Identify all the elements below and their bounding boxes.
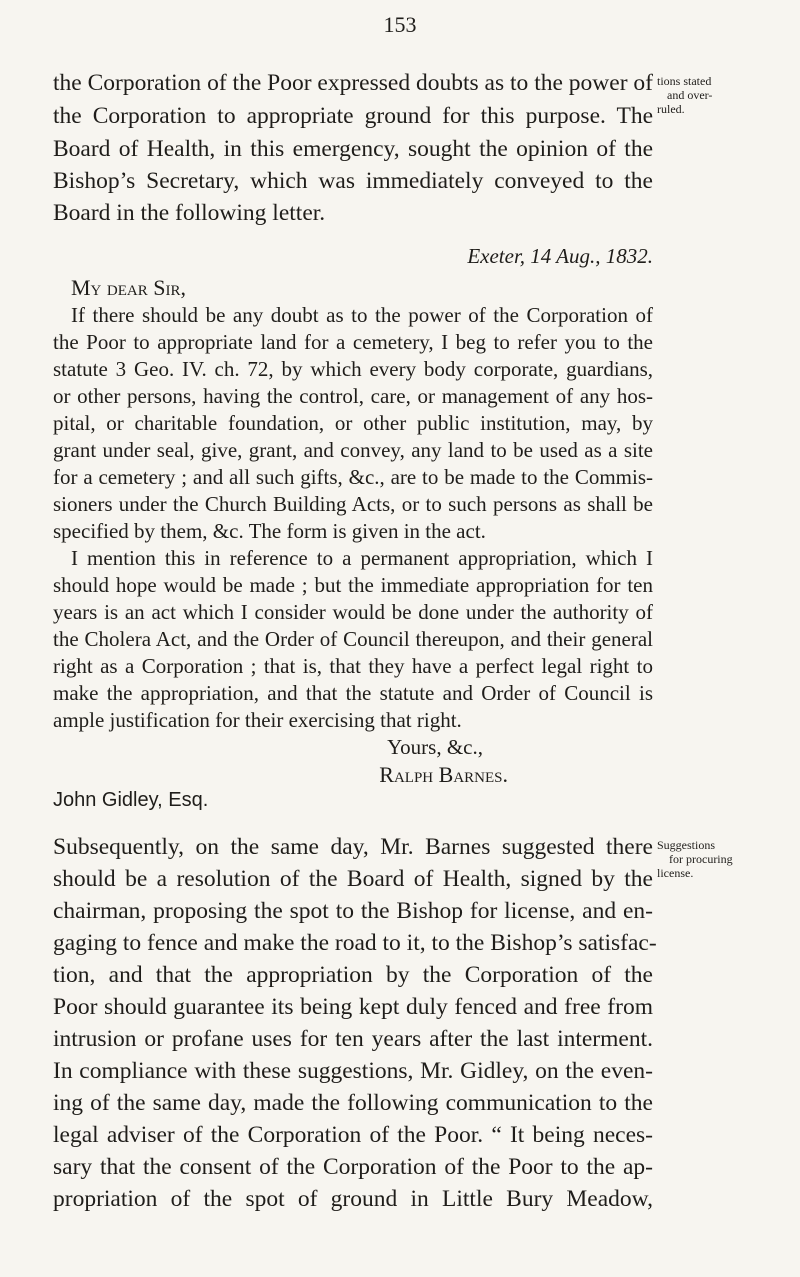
margin-note-line: for procuring (669, 852, 733, 866)
letter-line: should hope would be made ; but the immediate appropriation for ten (53, 573, 653, 597)
letter-line: the Poor to appropriate land for a cemetery, I beg to refer you to the (53, 330, 653, 354)
letter-salutation: My dear Sir, (71, 275, 186, 300)
letter-line: I mention this in reference to a permanent appropriation, which I (71, 546, 653, 570)
page-number: 153 (383, 12, 417, 37)
margin-note-line: tions stated (657, 74, 712, 88)
letter-line: pital, or charitable foundation, or other public institution, may, by (53, 411, 653, 435)
paragraph2-line: Subsequently, on the same day, Mr. Barnes suggested there (53, 834, 653, 860)
margin-note-line: Suggestions (657, 838, 716, 852)
letter-line: If there should be any doubt as to the power of the Corporation of (71, 303, 653, 327)
paragraph2-line: gaging to fence and make the road to it, to the Bishop’s satisfac- (53, 930, 657, 956)
letter-addressee: John Gidley, Esq. (53, 789, 209, 811)
margin-note-line: and over- (667, 88, 713, 102)
paragraph2-line: chairman, proposing the spot to the Bishop for license, and en- (53, 898, 653, 924)
paragraph2-line: Poor should guarantee its being kept duly fenced and free from (53, 994, 653, 1020)
paragraph2-line: intrusion or profane uses for ten years after the last interment. (53, 1026, 653, 1052)
paragraph1-line: Bishop’s Secretary, which was immediately conveyed to the (53, 168, 653, 194)
letter-dateline: Exeter, 14 Aug., 1832. (467, 244, 653, 268)
letter-line: ample justification for their exercising that right. (53, 708, 462, 732)
letter-line: statute 3 Geo. IV. ch. 72, by which every body corporate, guardians, (53, 357, 653, 381)
margin-note-line: license. (657, 866, 694, 880)
paragraph1-line: the Corporation to appropriate ground for this purpose. The (53, 103, 653, 129)
letter-closing: Yours, &c., (387, 735, 483, 759)
paragraph1-line: the Corporation of the Poor expressed doubts as to the power of (53, 70, 653, 96)
letter-line: specified by them, &c. The form is given in the act. (53, 519, 486, 543)
letter-line: the Cholera Act, and the Order of Council thereupon, and their general (53, 627, 653, 651)
letter-line: right as a Corporation ; that is, that they have a perfect legal right to (53, 654, 653, 678)
margin-note-2 (657, 838, 797, 880)
letter-line: years is an act which I consider would be done under the authority of (53, 600, 653, 624)
letter-line: make the appropriation, and that the statute and Order of Council is (53, 681, 653, 705)
paragraph2-line: tion, and that the appropriation by the Corporation of the (53, 962, 653, 988)
letter-line: grant under seal, give, grant, and convey, any land to be used as a site (53, 438, 653, 462)
letter-signature: Ralph Barnes. (379, 762, 508, 787)
paragraph2-line: ing of the same day, made the following communication to the (53, 1090, 653, 1116)
paragraph2-line: propriation of the spot of ground in Little Bury Meadow, (53, 1186, 653, 1212)
letter-line: sioners under the Church Building Acts, or to such persons as shall be (53, 492, 653, 516)
letter-line: for a cemetery ; and all such gifts, &c., are to be made to the Commis- (53, 465, 653, 489)
paragraph2-line: legal adviser of the Corporation of the Poor. “ It being neces- (53, 1122, 653, 1148)
letter-line: or other persons, having the control, care, or management of any hos- (53, 384, 653, 408)
paragraph2-line: In compliance with these suggestions, Mr. Gidley, on the even- (53, 1058, 653, 1084)
paragraph1-line: Board in the following letter. (53, 200, 326, 226)
paragraph2-line: should be a resolution of the Board of Health, signed by the (53, 866, 653, 892)
paragraph1-line: Board of Health, in this emergency, sought the opinion of the (53, 136, 653, 162)
paragraph2-line: sary that the consent of the Corporation of the Poor to the ap- (53, 1154, 653, 1180)
margin-note-1 (657, 74, 797, 116)
margin-note-line: ruled. (657, 102, 685, 116)
